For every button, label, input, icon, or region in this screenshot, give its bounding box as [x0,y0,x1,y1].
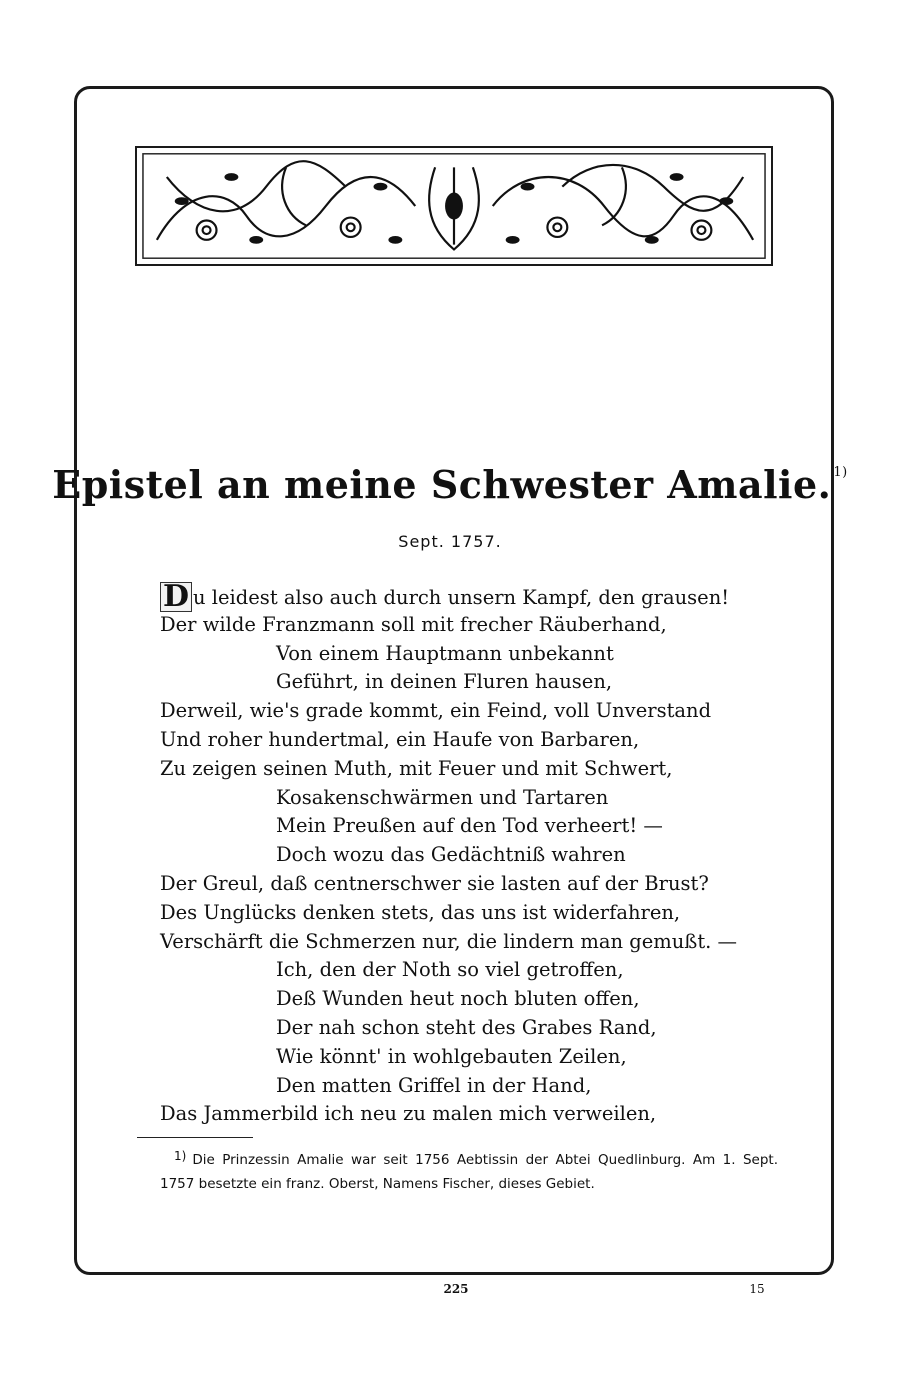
poem-line: Verschärft die Schmerzen nur, die lindern man gemußt. — [160,929,738,953]
decorative-ornament-banner [135,146,773,266]
poem-line: Der Greul, daß centnerschwer sie lasten auf der Brust? [160,871,709,895]
ornament-vine-pattern [137,148,771,264]
poem-line: Wie könnt' in wohlgebauten Zeilen, [276,1044,627,1068]
poem-line: Zu zeigen seinen Muth, mit Feuer und mit Schwert, [160,756,673,780]
poem-line: Der nah schon steht des Grabes Rand, [276,1015,657,1039]
poem-line: Der wilde Franzmann soll mit frecher Räuberhand, [160,612,667,636]
footnote-separator [137,1137,253,1138]
dropcap-initial: D [160,582,192,612]
footnote [160,1144,778,1196]
poem-line: Ich, den der Noth so viel getroffen, [276,958,624,982]
poem-title-text: Epistel an meine Schwester Amalie. [52,462,832,507]
poem-line: Den matten Griffel in der Hand, [276,1073,592,1097]
poem-line: Deß Wunden heut noch bluten offen, [276,987,640,1011]
title-footnote-ref: 1) [833,465,848,480]
poem-line: Geführt, in deinen Fluren hausen, [276,670,613,694]
poem-line: Kosakenschwärmen und Tartaren [276,785,609,809]
poem-line: Von einem Hauptmann unbekannt [276,641,614,665]
poem-date: Sept. 1757. [398,532,502,551]
poem-line: Doch wozu das Gedächtniß wahren [276,843,626,867]
poem-title [0,462,900,507]
poem-line: Derweil, wie's grade kommt, ein Feind, voll Unverstand [160,699,712,723]
poem-line: Das Jammerbild ich neu zu malen mich verweilen, [160,1102,657,1126]
signature-mark: 15 [749,1282,765,1296]
poem-line-text: u leidest also auch durch unsern Kampf, den grausen! [193,586,730,609]
poem-line: Mein Preußen auf den Tod verheert! — [276,814,663,838]
poem-body [160,579,780,1129]
page-number: 225 [443,1282,469,1296]
poem-line: Des Unglücks denken stets, das uns ist widerfahren, [160,900,681,924]
footnote-mark: 1) [174,1149,187,1163]
footnote-text: Die Prinzessin Amalie war seit 1756 Aebtissin der Abtei Quedlinburg. Am 1. Sept. 1757 besetzte ein franz. Oberst, Namens Fischer, dieses Gebiet. [160,1152,778,1192]
poem-line: Und roher hundertmal, ein Haufe von Barbaren, [160,727,640,751]
poem-line [160,579,780,614]
